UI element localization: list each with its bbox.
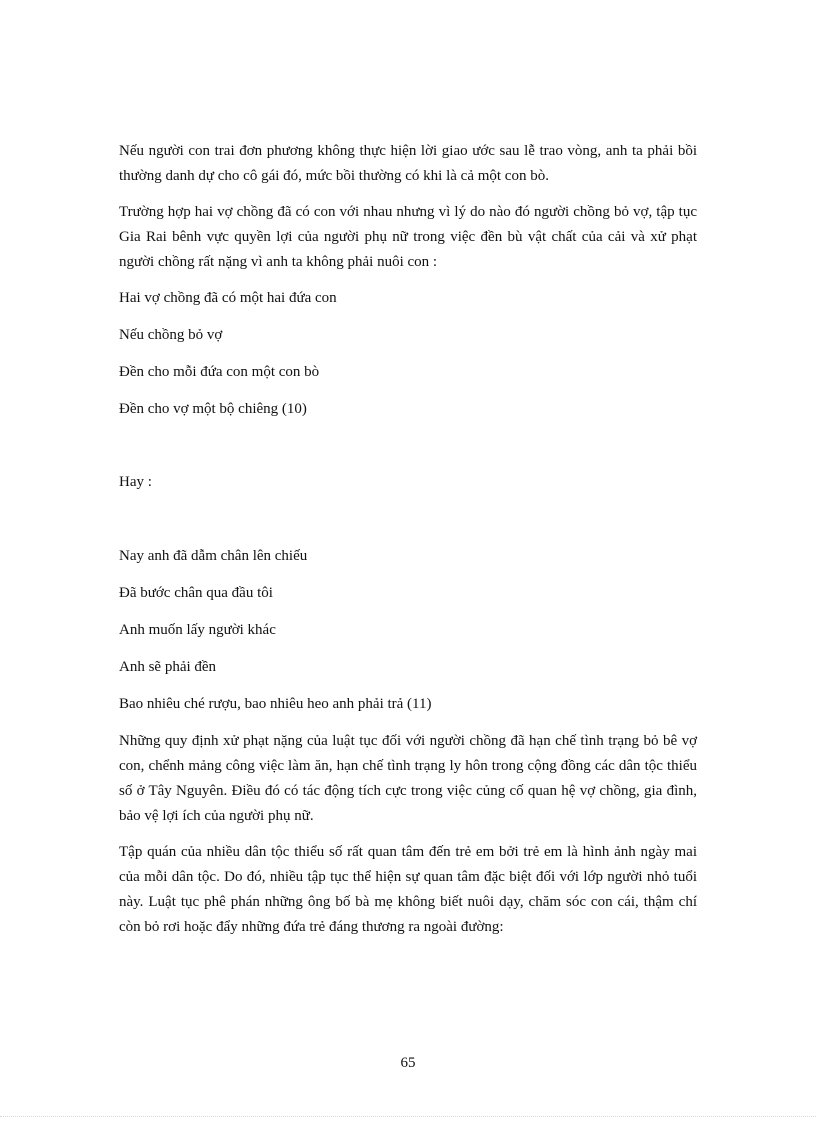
verse-line: Đền cho mỗi đứa con một con bò (119, 364, 320, 380)
page-body (119, 139, 697, 951)
verse-line: Nếu chồng bỏ vợ (119, 327, 223, 343)
verse-line: Hai vợ chồng đã có một hai đứa con (119, 290, 337, 306)
paragraph-divorce-custom: Trường hợp hai vợ chồng đã có con với nhau nhưng vì lý do nào đó người chồng bỏ vợ, tập tục Gia Rai bênh vực quyền lợi của người phụ nữ trong việc đền bù vật chất của cải và xử phạt người chồng rất nặng vì anh ta không phải nuôi con : (119, 204, 697, 270)
verse-line: Anh sẽ phải đền (119, 659, 217, 675)
verse-line: Nay anh đã dẫm chân lên chiếu (119, 548, 308, 564)
verse-line: Bao nhiêu ché rượu, bao nhiêu heo anh phải trả (11) (119, 696, 432, 712)
spacer (119, 507, 697, 544)
verse-line: Anh muốn lấy người khác (119, 622, 276, 638)
verse-line: Đã bước chân qua đầu tôi (119, 585, 273, 601)
paragraph-broken-engagement: Nếu người con trai đơn phương không thực hiện lời giao ước sau lễ trao vòng, anh ta phải bồi thường danh dự cho cô gái đó, mức bồi thường có khi là cả một con bò. (119, 143, 697, 184)
verse-block-1 (119, 286, 697, 422)
paragraph-children-care: Tập quán của nhiều dân tộc thiểu số rất quan tâm đến trẻ em bởi trẻ em là hình ảnh ngày mai của mỗi dân tộc. Do đó, nhiều tập tục thể hiện sự quan tâm đặc biệt đối với lớp người nhỏ tuổi này. Luật tục phê phán những ông bố bà mẹ không biết nuôi dạy, chăm sóc con cái, thậm chí còn bỏ rơi hoặc đẩy những đứa trẻ đáng thương ra ngoài đường: (119, 844, 697, 935)
verse-line: Đền cho vợ một bộ chiêng (10) (119, 401, 307, 417)
page-bottom-divider (0, 1116, 816, 1117)
connector-text: Hay : (119, 474, 152, 490)
verse-block-2 (119, 544, 697, 717)
spacer (119, 434, 697, 470)
page-number: 65 (400, 1055, 416, 1071)
paragraph-penalty-effects: Những quy định xử phạt nặng của luật tục đối với người chồng đã hạn chế tình trạng bỏ bê vợ con, chểnh mảng công việc làm ăn, hạn chế tình trạng ly hôn trong cộng đồng các dân tộc thiểu số ở Tây Nguyên. Điều đó có tác động tích cực trong việc củng cố quan hệ vợ chồng, gia đình, bảo vệ lợi ích của người phụ nữ. (119, 733, 697, 824)
